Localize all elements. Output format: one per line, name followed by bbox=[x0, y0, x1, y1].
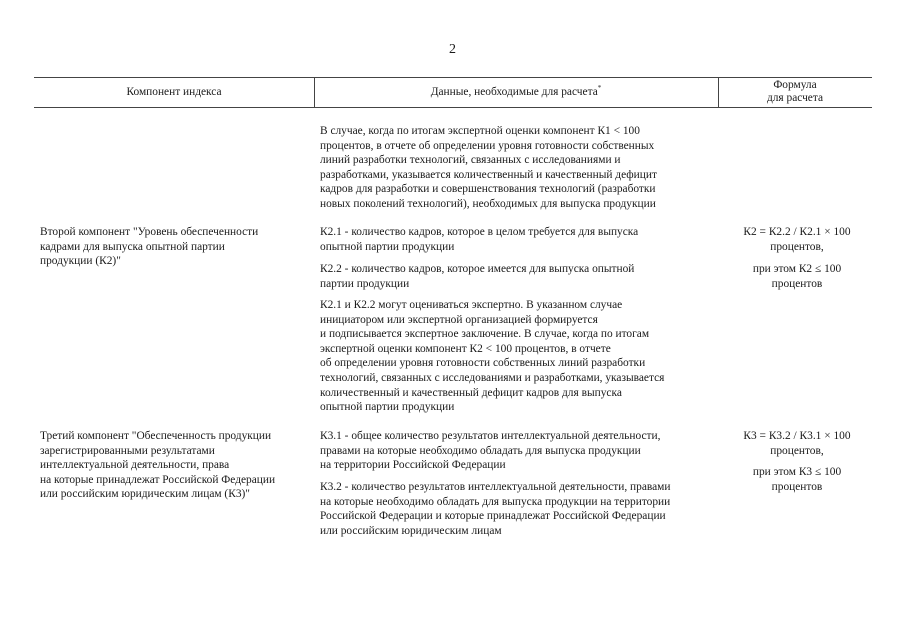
table-header-top-rule bbox=[34, 77, 872, 78]
page-number: 2 bbox=[449, 42, 456, 57]
row0-data-text: В случае, когда по итогам экспертной оценки компонент К1 < 100 процентов, в отчете об определении уровня готовности собственных линий разработки технологий, связанных с исследованиями и разработками, указывается количественный и качественный дефицит кадров для разработки и совершенствования технологий (разработки новых поколений технологий), необходимых для выпуска продукции bbox=[320, 125, 657, 210]
header-component: Компонент индекса bbox=[126, 86, 222, 98]
row1-formula: К2 = К2.2 / К2.1 × 100 процентов, bbox=[743, 226, 851, 253]
row2-data-k31: К3.1 - общее количество результатов интеллектуальной деятельности, правами на которые необходимо обладать для выпуска продукции на территории Российской Федерации bbox=[320, 430, 661, 472]
row1-data-note: К2.1 и К2.2 могут оцениваться экспертно. В указанном случае инициатором или экспертной организацией формируется и подписывается экспертное заключение. В случае, когда по итогам экспертной оценки компонент К2 < 100 процентов, в отчете об определении уровня готовности собственных линий разработки технологий, связанных с исследованиями и разработками, указывается количественный и качественный дефицит кадров для выпуска опытной партии продукции bbox=[320, 299, 665, 414]
table-header-bottom-rule bbox=[34, 107, 872, 108]
row1-component: Второй компонент "Уровень обеспеченности кадрами для выпуска опытной партии продукции (К2)" bbox=[40, 226, 259, 268]
header-data bbox=[314, 86, 718, 99]
row1-formula-constraint: при этом К2 ≤ 100 процентов bbox=[752, 263, 842, 290]
row1-data-k22: К2.2 - количество кадров, которое имеется для выпуска опытной партии продукции bbox=[320, 263, 635, 290]
footnote-marker: * bbox=[597, 84, 602, 93]
header-formula: Формула для расчета bbox=[766, 79, 824, 104]
row2-data-k32: К3.2 - количество результатов интеллектуальной деятельности, правами на которые необходимо обладать для выпуска продукции на территории Российской Федерации и которые принадлежат Российской Федерации или российским юридическим лицам bbox=[320, 481, 671, 537]
row2-component: Третий компонент "Обеспеченность продукции зарегистрированными результатами интеллектуальной деятельности, права на которые принадлежат Российской Федерации или российским юридическим лицам (К3)" bbox=[40, 430, 276, 501]
row2-formula: К3 = К3.2 / К3.1 × 100 процентов, bbox=[743, 430, 851, 457]
row2-formula-constraint: при этом К3 ≤ 100 процентов bbox=[752, 466, 842, 493]
header-data-label: Данные, необходимые для расчета bbox=[430, 86, 598, 98]
row1-data-k21: К2.1 - количество кадров, которое в целом требуется для выпуска опытной партии продукции bbox=[320, 226, 639, 253]
